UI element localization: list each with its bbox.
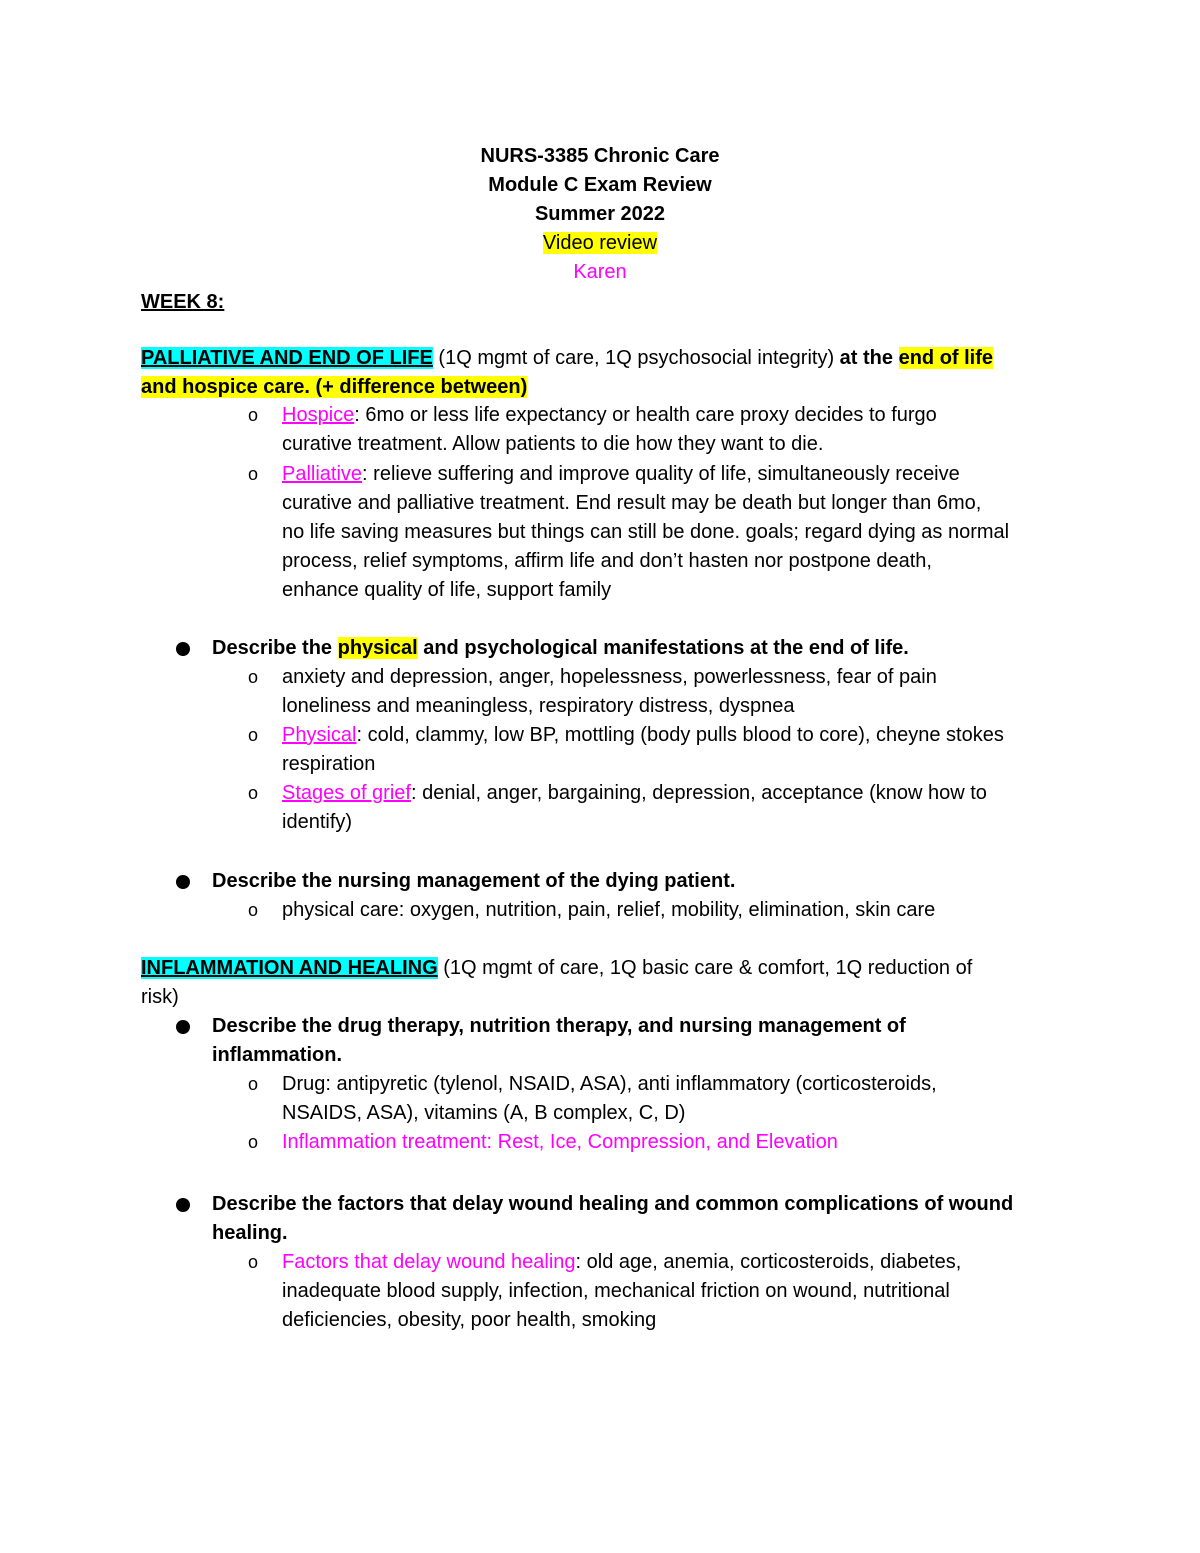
title-block — [0, 142, 1200, 287]
video-review-label: Video review — [542, 232, 658, 254]
palliative-heading-label: PALLIATIVE AND END OF LIFE — [141, 347, 433, 369]
palliative-heading-highlight-a: end of life — [898, 347, 994, 369]
filled-bullet-icon — [176, 1020, 190, 1034]
section-inflammation-heading: INFLAMMATION AND HEALING (1Q mgmt of care, 1Q basic care & comfort, 1Q reduction of risk) — [141, 957, 973, 1008]
course-title: NURS-3385 Chronic Care — [480, 145, 720, 167]
circle-bullet-icon: o — [248, 464, 259, 484]
palliative-heading-bold: at the — [839, 347, 899, 369]
circle-bullet-icon: o — [248, 1074, 259, 1094]
week-heading: WEEK 8: — [141, 291, 225, 313]
circle-bullet-icon: o — [248, 405, 259, 425]
term-title: Summer 2022 — [534, 203, 666, 225]
circle-bullet-icon: o — [248, 1252, 259, 1272]
filled-bullet-icon — [176, 642, 190, 656]
module-title: Module C Exam Review — [488, 174, 712, 196]
wound-healing-factors-label: Factors that delay wound healing — [282, 1251, 576, 1273]
circle-bullet-icon: o — [248, 725, 259, 745]
circle-bullet-icon: o — [248, 667, 259, 687]
inflammation-heading-label: INFLAMMATION AND HEALING — [141, 957, 438, 979]
palliative-heading-highlight-b: and hospice care. (+ difference between) — [141, 376, 528, 398]
author-name: Karen — [573, 261, 627, 283]
physical-highlight: physical — [337, 637, 418, 659]
palliative-heading-note: (1Q mgmt of care, 1Q psychosocial integrity) — [432, 347, 840, 369]
circle-bullet-icon: o — [248, 783, 259, 803]
section-palliative-heading — [141, 344, 1061, 373]
physical-label: Physical — [282, 724, 357, 746]
inflammation-treatment-text: Inflammation treatment: Rest, Ice, Compression, and Elevation — [282, 1131, 838, 1153]
circle-bullet-icon: o — [248, 900, 259, 920]
filled-bullet-icon — [176, 875, 190, 889]
hospice-label: Hospice — [282, 404, 355, 426]
document-page: NURS-3385 Chronic Care Module C Exam Review Summer 2022 Video review Karen WEEK 8: PALLIATIVE AND END OF LIFE (1Q mgmt of care, 1Q psychosocial integrity) at the end of life and hospice care. (+ difference between) o Hospice: 6mo or less life expectancy or health care proxy decides to furgo curative treatment. Allow patients to die how they want to die. o Palliative: relieve suffering and improve quality of life, simultaneously receive curative and palliative treatment. End result may be death but longer than 6mo, no life saving measures but things can still be done. goals; regard dying as normal process, relief symptoms, affirm life and don’t hasten nor postpone death, enhance quality of life, support family Describe the physical and psychological manifestations at the end of life. o anxiety and depression, anger, hopelessness, powerlessness, fear of pain loneliness and meaningless, respiratory distress, dyspnea o Physical: cold, clammy, low BP, mottling (body pulls blood to core), cheyne stokes respiration o Stages of grief: denial, anger, bargaining, depression, acceptance (know how to identify) Describe the nursing management of the dying patient. o physical care: oxygen, nutrition, pain, relief, mobility, elimination, skin care INFLAMMATION AND HEALING (1Q mgmt of care, 1Q basic care & comfort, 1Q reduction of risk) Describe the drug therapy, nutrition therapy, and nursing management of inflammation. o Drug: antipyretic (tylenol, NSAID, ASA), anti inflammatory (corticosteroids, NSAIDS, ASA), vitamins (A, B complex, C, D) o Inflammation treatment: Rest, Ice, Compression, and Elevation Describe the factors that delay wound healing and common complications of wound healing. o Factors that delay wound healing: old age, anemia, corticosteroids, diabetes, inadequate blood supply, infection, mechanical friction on wound, nutritional deficiencies, obesity, poor health, smoking — [0, 0, 1200, 1553]
filled-bullet-icon — [176, 1198, 190, 1212]
stages-of-grief-label: Stages of grief — [282, 782, 411, 804]
palliative-label: Palliative — [282, 463, 363, 485]
circle-bullet-icon: o — [248, 1132, 259, 1152]
